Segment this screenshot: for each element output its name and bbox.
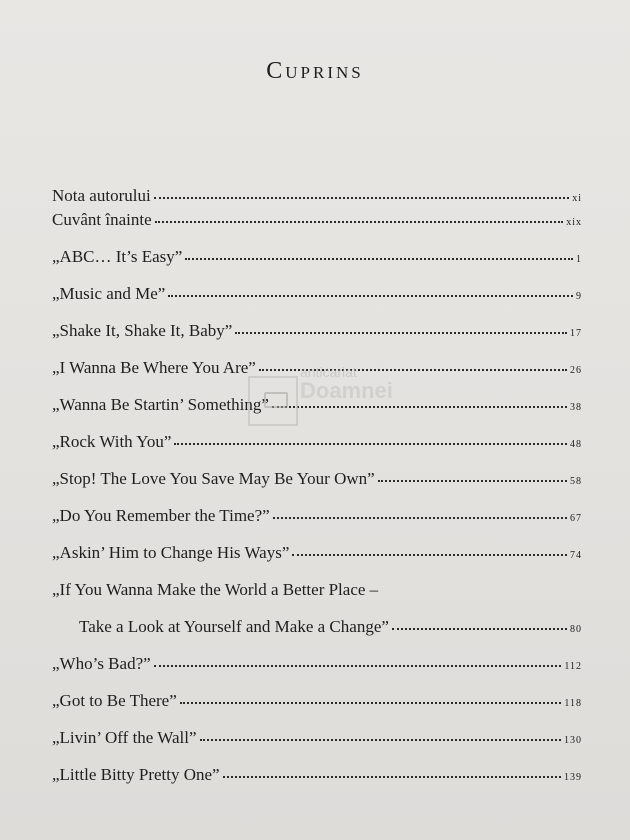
toc-leader-dots	[292, 554, 567, 556]
toc-entry	[52, 210, 582, 230]
toc-leader-dots	[200, 739, 562, 741]
toc-entry-title: „Stop! The Love You Save May Be Your Own”	[52, 469, 375, 488]
toc-entry-page: 58	[570, 476, 582, 487]
page-title: Cuprins	[266, 58, 364, 84]
toc-entry	[52, 186, 582, 206]
toc-entry-title: „Little Bitty Pretty One”	[52, 765, 220, 784]
toc-entry-page: xi	[572, 193, 582, 204]
toc-entry-page: 26	[570, 365, 582, 376]
toc-entry-page: 74	[570, 550, 582, 561]
toc-entry	[52, 728, 582, 748]
toc-entry	[52, 432, 582, 452]
toc-entry-title: „Got to Be There”	[52, 691, 177, 710]
toc-entry	[52, 506, 582, 526]
toc-entry-page: 139	[564, 772, 582, 783]
toc-entry-page: 130	[564, 735, 582, 746]
toc-entry	[52, 284, 582, 304]
toc-entry-page: 9	[576, 291, 582, 302]
toc-leader-dots	[180, 702, 562, 704]
toc-entry-title: „ABC… It’s Easy”	[52, 247, 183, 266]
toc-entry-continuation	[52, 617, 582, 637]
toc-entry-title: „Do You Remember the Time?”	[52, 506, 270, 525]
toc-entry-title-continued: Take a Look at Yourself and Make a Change”	[79, 617, 389, 636]
watermark-large-text: Doamnei	[300, 378, 393, 403]
table-of-contents	[52, 186, 582, 785]
toc-entry	[52, 247, 582, 267]
toc-entry-title: „If You Wanna Make the World a Better Place –	[52, 580, 379, 599]
toc-entry-title: „I Wanna Be Where You Are”	[52, 358, 256, 377]
toc-leader-dots	[155, 221, 564, 223]
toc-entry-page: xix	[566, 217, 582, 228]
toc-leader-dots	[392, 628, 567, 630]
toc-leader-dots	[154, 665, 562, 667]
toc-entry-page: 1	[576, 254, 582, 265]
toc-entry-title: „Livin’ Off the Wall”	[52, 728, 197, 747]
toc-entry	[52, 543, 582, 563]
toc-entry-title: „Music and Me”	[52, 284, 166, 303]
toc-entry-page: 48	[570, 439, 582, 450]
toc-leader-dots	[174, 443, 567, 445]
toc-entry-title: Nota autorului	[52, 186, 151, 205]
toc-entry-title: „Rock With You”	[52, 432, 172, 451]
toc-entry-title: Cuvânt înainte	[52, 210, 152, 229]
toc-entry	[52, 654, 582, 674]
toc-entry	[52, 395, 582, 415]
toc-entry-page: 112	[564, 661, 582, 672]
toc-leader-dots	[223, 776, 561, 778]
toc-entry	[52, 358, 582, 378]
toc-entry-page: 67	[570, 513, 582, 524]
toc-leader-dots	[168, 295, 573, 297]
toc-leader-dots	[273, 517, 567, 519]
toc-entry-title: „Wanna Be Startin’ Something”	[52, 395, 269, 414]
toc-entry-title: „Shake It, Shake It, Baby”	[52, 321, 233, 340]
toc-entry-page: 80	[570, 624, 582, 635]
toc-entry	[52, 580, 582, 600]
toc-entry	[52, 321, 582, 341]
toc-entry-title: „Askin’ Him to Change His Ways”	[52, 543, 290, 562]
toc-entry-title: „Who’s Bad?”	[52, 654, 151, 673]
toc-leader-dots	[185, 258, 573, 260]
toc-entry-page: 17	[570, 328, 582, 339]
toc-leader-dots	[378, 480, 567, 482]
toc-entry-page: 38	[570, 402, 582, 413]
toc-leader-dots	[259, 369, 567, 371]
watermark-small-text: anticariat	[300, 364, 357, 380]
toc-leader-dots	[272, 406, 567, 408]
toc-leader-dots	[235, 332, 567, 334]
toc-entry	[52, 469, 582, 489]
toc-entry	[52, 691, 582, 711]
toc-entry-page: 118	[564, 698, 582, 709]
toc-entry	[52, 765, 582, 785]
toc-leader-dots	[154, 197, 570, 199]
